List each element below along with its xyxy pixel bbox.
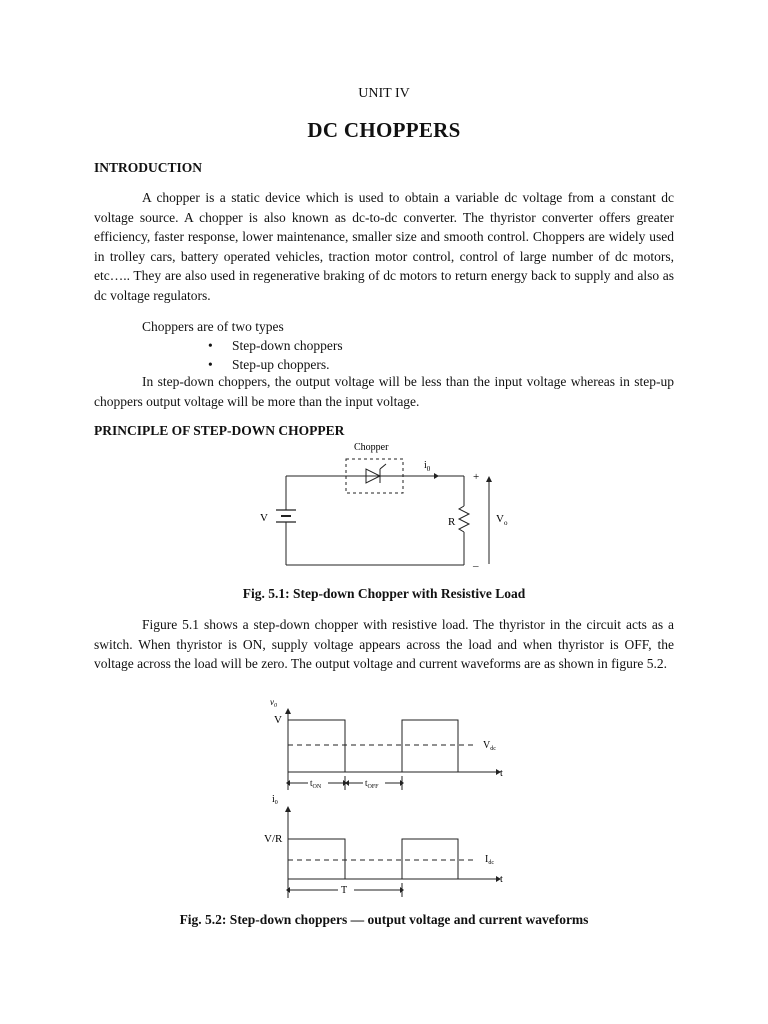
waveform-diagram bbox=[250, 690, 520, 905]
idc-subscript: dc bbox=[488, 860, 495, 866]
current-axis-subscript: 0 bbox=[274, 800, 278, 806]
voltage-level-label: V bbox=[274, 714, 282, 726]
current-time-label: t bbox=[500, 874, 503, 885]
page-title: DC CHOPPERS bbox=[307, 118, 461, 142]
voltage-waveform bbox=[288, 720, 458, 772]
step-down-chopper-circuit-diagram bbox=[240, 436, 540, 576]
vdc-symbol: V bbox=[483, 740, 491, 751]
ton-label bbox=[310, 778, 322, 790]
plus-sign: + bbox=[473, 471, 480, 483]
figure-5-2-caption: Fig. 5.2: Step-down choppers — output voltage and current waveforms bbox=[179, 912, 589, 927]
ton-symbol: t bbox=[310, 778, 313, 788]
section-heading-principle: PRINCIPLE OF STEP-DOWN CHOPPER bbox=[94, 423, 345, 438]
current-axis-symbol: i bbox=[272, 794, 275, 805]
ton-subscript: ON bbox=[312, 784, 322, 790]
idc-label bbox=[485, 854, 494, 866]
voltage-y-axis-arrow bbox=[285, 708, 291, 714]
resistor-label: R bbox=[448, 516, 456, 528]
intro-paragraph bbox=[94, 188, 674, 305]
chopper-label: Chopper bbox=[354, 442, 389, 453]
current-label-symbol: i bbox=[424, 460, 427, 471]
comparison-paragraph bbox=[94, 372, 674, 411]
current-label-subscript: 0 bbox=[426, 465, 431, 473]
output-voltage-label bbox=[496, 513, 508, 527]
types-intro bbox=[94, 317, 674, 337]
current-level-label: V/R bbox=[264, 833, 283, 845]
voltage-time-label: t bbox=[500, 768, 503, 779]
toff-subscript: OFF bbox=[367, 784, 379, 790]
toff-symbol: t bbox=[365, 778, 368, 788]
current-arrow-head bbox=[434, 473, 439, 479]
toff-label bbox=[365, 778, 379, 790]
unit-label: UNIT IV bbox=[358, 86, 410, 101]
figure-5-1-caption: Fig. 5.1: Step-down Chopper with Resistive Load bbox=[242, 586, 526, 601]
intro-paragraph-text: A chopper is a static device which is used to obtain a variable dc voltage from a constant dc voltage source. A chopper is also known as dc-to-dc converter. The thyristor converter offers greater efficiency, faster response, lower maintenance, smaller size and smooth control. Choppers are widely used in trolley cars, battery operated vehicles, traction motor control, control of large number of dc motors, etc….. They are also used in regenerative braking of dc motors to return energy back to supply and also as dc voltage regulators. bbox=[94, 190, 674, 303]
current-label bbox=[424, 460, 431, 473]
principle-paragraph-text: Figure 5.1 shows a step-down chopper with resistive load. The thyristor in the circuit acts as a switch. When thyristor is ON, supply voltage appears across the load and when thyristor is OFF, the voltage across the load will be zero. The output voltage and current waveforms are as shown in figure 5.2. bbox=[94, 617, 674, 671]
idc-symbol: I bbox=[485, 854, 489, 865]
output-voltage-symbol: V bbox=[496, 513, 504, 525]
voltage-axis-label bbox=[270, 697, 277, 709]
comparison-text: In step-down choppers, the output voltage will be less than the input voltage whereas in step-up choppers output voltage will be more than the input voltage. bbox=[94, 374, 674, 409]
current-waveform bbox=[288, 839, 458, 879]
list-item-text: Step-down choppers bbox=[232, 338, 343, 353]
vdc-label bbox=[483, 740, 496, 752]
principle-paragraph bbox=[94, 615, 674, 674]
minus-sign: – bbox=[473, 560, 479, 572]
vdc-subscript: dc bbox=[490, 746, 496, 752]
output-voltage-subscript: o bbox=[503, 519, 508, 527]
list-item-text: Step-up choppers. bbox=[232, 357, 330, 372]
output-voltage-arrow-head bbox=[486, 476, 492, 482]
list-item bbox=[208, 336, 343, 355]
current-y-axis-arrow bbox=[285, 806, 291, 812]
resistor-icon bbox=[459, 506, 469, 532]
types-intro-text: Choppers are of two types bbox=[142, 319, 284, 334]
toff-arrow-left-head bbox=[345, 780, 349, 786]
current-axis-label bbox=[272, 794, 278, 806]
thyristor-gate bbox=[380, 464, 386, 469]
source-voltage-label: V bbox=[260, 512, 268, 524]
section-heading-introduction: INTRODUCTION bbox=[94, 160, 203, 175]
voltage-axis-subscript: 0 bbox=[274, 703, 277, 709]
bullet-icon: • bbox=[208, 357, 213, 372]
bullet-icon: • bbox=[208, 338, 213, 353]
voltage-axis-symbol: v bbox=[270, 697, 274, 707]
period-label: T bbox=[341, 885, 348, 896]
